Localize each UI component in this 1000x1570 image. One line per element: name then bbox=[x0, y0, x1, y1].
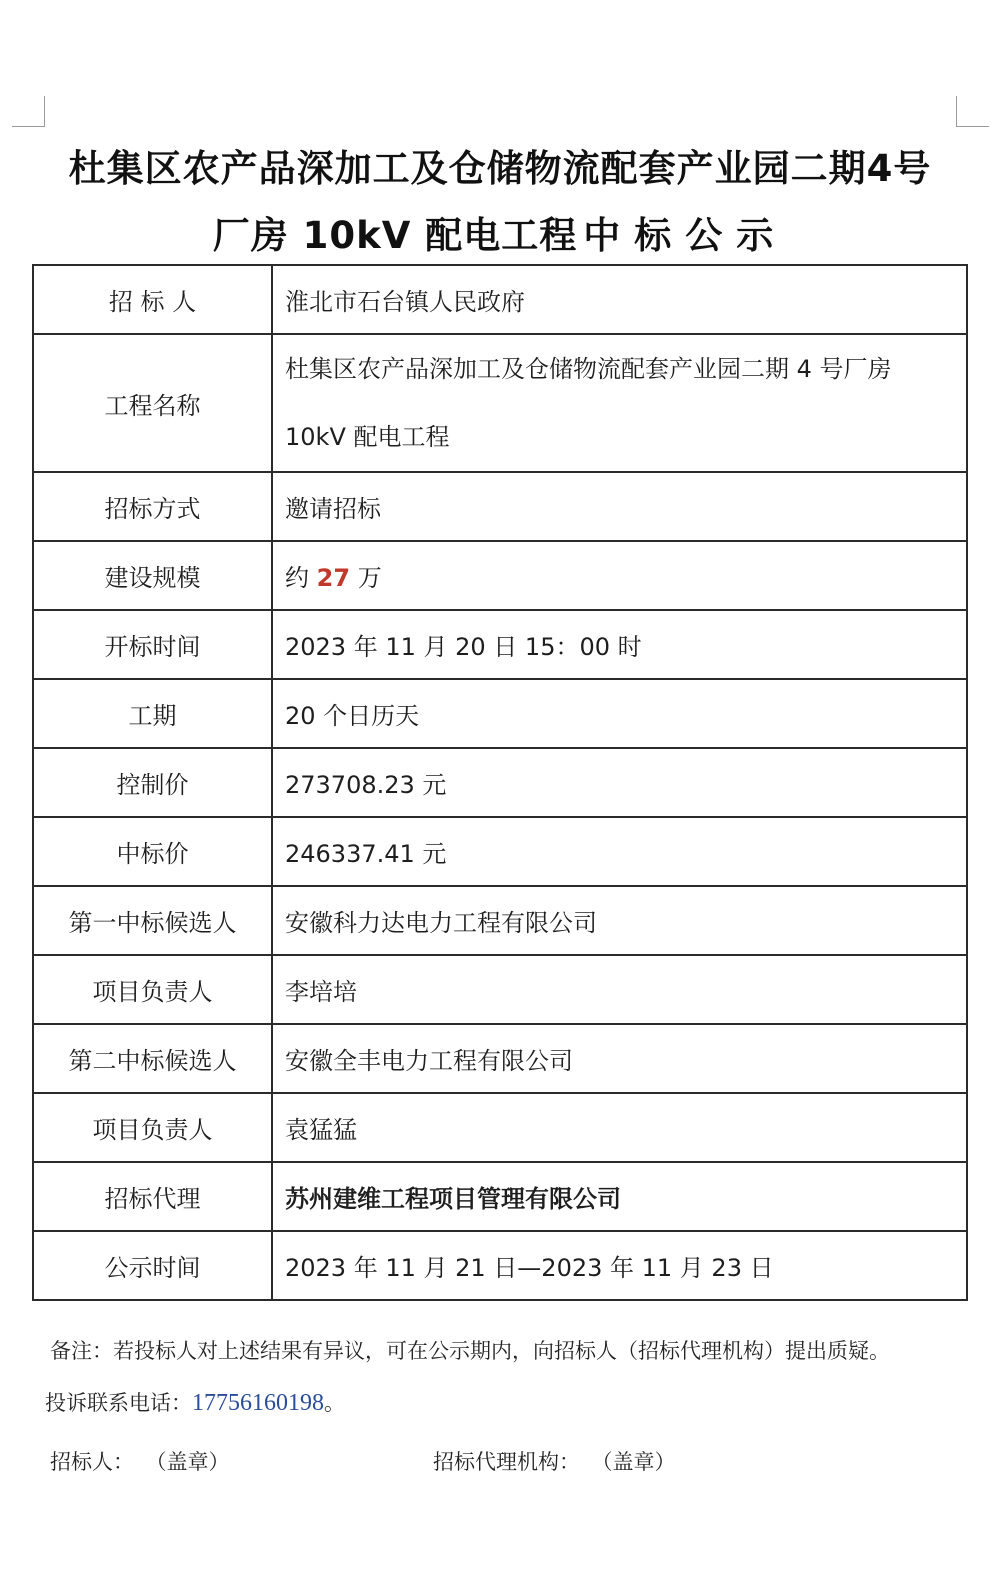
row-value-project-name bbox=[272, 334, 967, 472]
row-value-second-candidate: 安徽全丰电力工程有限公司 bbox=[272, 1024, 967, 1093]
row-value-tenderer: 淮北市石台镇人民政府 bbox=[272, 265, 967, 334]
row-label-publicity-time: 公示时间 bbox=[33, 1231, 272, 1300]
row-value-scale bbox=[272, 541, 967, 610]
table-row bbox=[33, 1024, 967, 1093]
row-label-opening-time: 开标时间 bbox=[33, 610, 272, 679]
table-row bbox=[33, 679, 967, 748]
row-label-first-candidate: 第一中标候选人 bbox=[33, 886, 272, 955]
row-value-control-price: 273708.23 元 bbox=[272, 748, 967, 817]
project-name-line2: 10kV 配电工程 bbox=[285, 423, 450, 451]
table-row bbox=[33, 748, 967, 817]
row-label-control-price: 控制价 bbox=[33, 748, 272, 817]
row-label-winning-price: 中标价 bbox=[33, 817, 272, 886]
tenderer-seal-mark: （盖章） bbox=[156, 1450, 230, 1474]
row-label-agent: 招标代理 bbox=[33, 1162, 272, 1231]
row-label-project-name: 工程名称 bbox=[33, 334, 272, 472]
tender-result-table bbox=[32, 264, 968, 1301]
row-label-tenderer: 招 标 人 bbox=[33, 265, 272, 334]
tenderer-seal-label: 招标人： bbox=[50, 1450, 134, 1474]
row-label-second-manager: 项目负责人 bbox=[33, 1093, 272, 1162]
table-row bbox=[33, 1162, 967, 1231]
scale-prefix: 约 bbox=[285, 564, 309, 592]
agent-seal-line bbox=[433, 1446, 676, 1476]
row-value-duration: 20 个日历天 bbox=[272, 679, 967, 748]
table-row bbox=[33, 1231, 967, 1300]
row-value-first-manager: 李培培 bbox=[272, 955, 967, 1024]
row-value-first-candidate: 安徽科力达电力工程有限公司 bbox=[272, 886, 967, 955]
complaint-contact bbox=[45, 1387, 345, 1417]
row-value-opening-time: 2023 年 11 月 20 日 15：00 时 bbox=[272, 610, 967, 679]
document-title-line2 bbox=[0, 205, 1000, 259]
row-label-scale: 建设规模 bbox=[33, 541, 272, 610]
row-label-duration: 工期 bbox=[33, 679, 272, 748]
table-row bbox=[33, 955, 967, 1024]
remark-note: 备注：若投标人对上述结果有异议，可在公示期内，向招标人（招标代理机构）提出质疑。 bbox=[50, 1339, 890, 1363]
contact-phone: 17756160198 bbox=[192, 1390, 324, 1416]
table-row bbox=[33, 817, 967, 886]
tenderer-seal-line bbox=[50, 1446, 230, 1476]
contact-label: 投诉联系电话： bbox=[45, 1391, 192, 1415]
document-title-line1: 杜集区农产品深加工及仓储物流配套产业园二期4号 bbox=[68, 147, 932, 190]
row-value-publicity-time: 2023 年 11 月 21 日—2023 年 11 月 23 日 bbox=[272, 1231, 967, 1300]
agent-seal-mark: （盖章） bbox=[602, 1450, 676, 1474]
page-corner-mark-left bbox=[12, 96, 45, 127]
row-label-second-candidate: 第二中标候选人 bbox=[33, 1024, 272, 1093]
project-name-line1: 杜集区农产品深加工及仓储物流配套产业园二期 4 号厂房 bbox=[285, 355, 892, 383]
table-row bbox=[33, 541, 967, 610]
table-row bbox=[33, 886, 967, 955]
row-value-second-manager: 袁猛猛 bbox=[272, 1093, 967, 1162]
table-row bbox=[33, 334, 967, 472]
table-row bbox=[33, 610, 967, 679]
row-value-method: 邀请招标 bbox=[272, 472, 967, 541]
table-row bbox=[33, 472, 967, 541]
row-label-first-manager: 项目负责人 bbox=[33, 955, 272, 1024]
agent-seal-label: 招标代理机构： bbox=[433, 1450, 580, 1474]
scale-number: 27 bbox=[316, 564, 351, 592]
table-row bbox=[33, 265, 967, 334]
scale-suffix: 万 bbox=[357, 564, 382, 592]
document-title-main: 厂房 10kV 配电工程 bbox=[212, 214, 578, 257]
page-corner-mark-right bbox=[956, 96, 989, 127]
contact-end: 。 bbox=[324, 1391, 345, 1415]
document-title-tail: 中标公示 bbox=[583, 214, 788, 257]
row-value-agent: 苏州建维工程项目管理有限公司 bbox=[272, 1162, 967, 1231]
row-value-winning-price: 246337.41 元 bbox=[272, 817, 967, 886]
row-label-method: 招标方式 bbox=[33, 472, 272, 541]
table-row bbox=[33, 1093, 967, 1162]
